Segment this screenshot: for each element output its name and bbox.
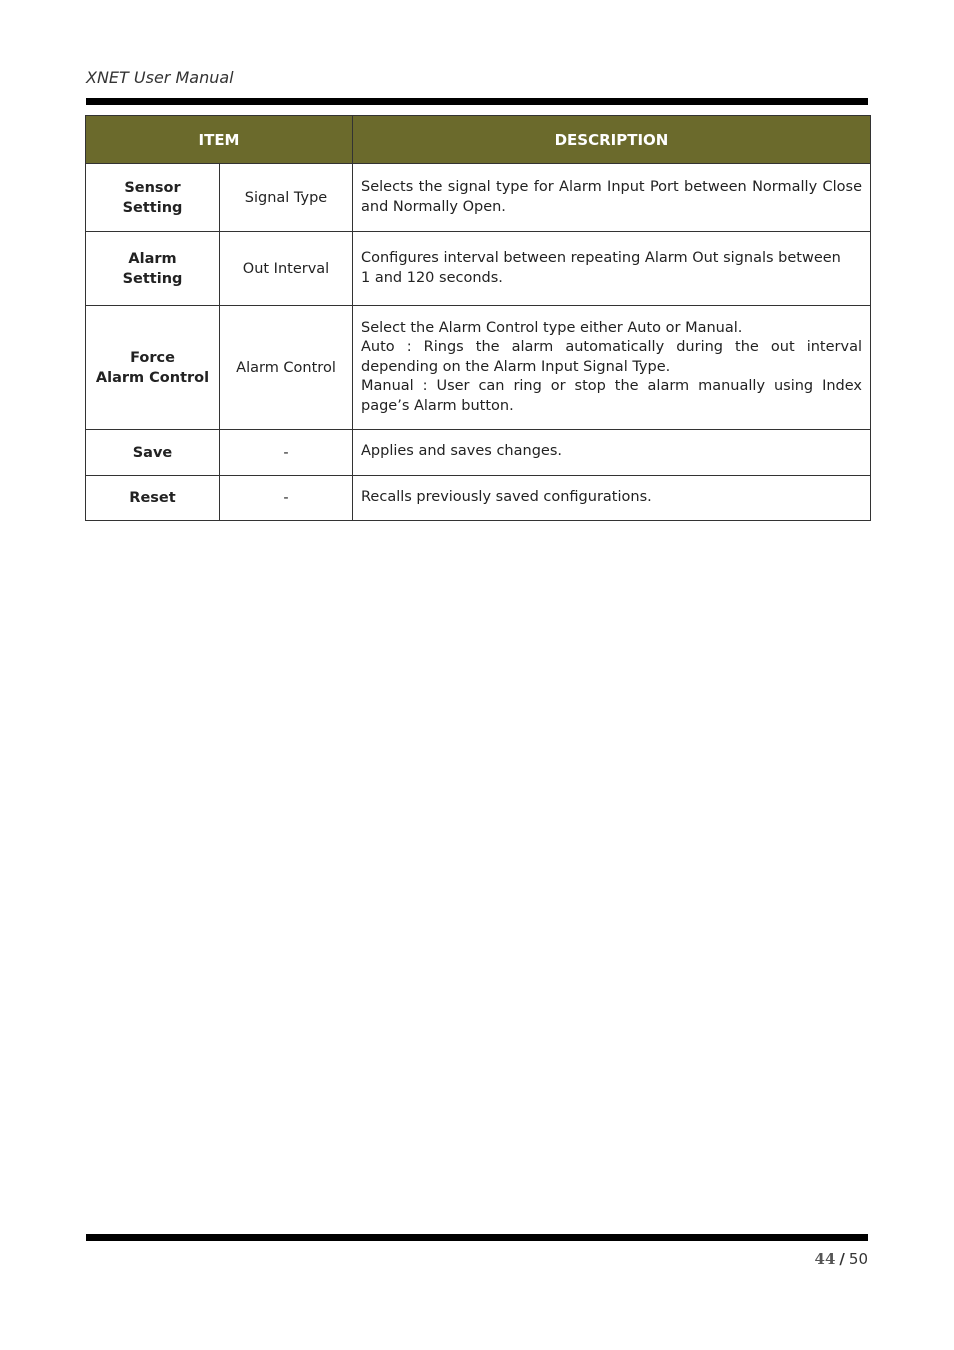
table-row <box>86 476 871 521</box>
item-cell <box>86 164 220 232</box>
header-rule <box>86 98 868 105</box>
table-header-row <box>86 116 871 164</box>
page-number <box>815 1250 868 1268</box>
description-text: Manual : User can ring or stop the alarm manually using Index page’s Alarm button. <box>361 378 862 414</box>
description-text: Select the Alarm Control type either Auto or Manual. <box>361 319 743 336</box>
description-cell <box>353 164 871 232</box>
item-cell <box>86 430 220 476</box>
table-row <box>86 306 871 430</box>
sub-item-cell: Signal Type <box>220 164 353 232</box>
page-total: 50 <box>848 1250 868 1268</box>
description-text: Auto : Rings the alarm automatically during the out interval depending on the Alarm Input Signal Type. <box>361 339 862 375</box>
description-text: Configures interval between repeating Alarm Out signals between <box>361 250 841 266</box>
item-label: Reset <box>129 490 176 506</box>
item-label: Setting <box>122 199 183 216</box>
description-text: Applies and saves changes. <box>361 443 562 459</box>
item-label: Alarm Control <box>95 369 210 386</box>
item-label: Setting <box>122 270 183 287</box>
description-cell <box>353 306 871 430</box>
item-label: Force <box>130 349 175 366</box>
description-cell <box>353 232 871 306</box>
page-current: 44 <box>814 1250 836 1268</box>
item-label: Sensor <box>124 179 181 196</box>
description-text: 1 and 120 seconds. <box>361 269 503 286</box>
description-cell <box>353 476 871 521</box>
item-label: Alarm <box>128 250 177 267</box>
description-cell <box>353 430 871 476</box>
sub-item-cell: Out Interval <box>220 232 353 306</box>
item-cell <box>86 232 220 306</box>
sub-item-cell: - <box>220 430 353 476</box>
settings-table <box>85 115 871 521</box>
item-label: Save <box>132 444 173 461</box>
item-cell <box>86 306 220 430</box>
sub-item-cell: Alarm Control <box>220 306 353 430</box>
sub-item-cell: - <box>220 476 353 521</box>
document-title: XNET User Manual <box>86 68 234 87</box>
description-text: Recalls previously saved configurations. <box>361 489 652 506</box>
header-item: ITEM <box>86 116 353 164</box>
table-row <box>86 232 871 306</box>
header-description: DESCRIPTION <box>353 116 871 164</box>
table-row <box>86 164 871 232</box>
description-text: Selects the signal type for Alarm Input Port between Normally Close and Normally Open. <box>361 179 862 215</box>
footer-rule <box>86 1234 868 1241</box>
page-separator: / <box>839 1250 845 1268</box>
item-cell <box>86 476 220 521</box>
table-row <box>86 430 871 476</box>
